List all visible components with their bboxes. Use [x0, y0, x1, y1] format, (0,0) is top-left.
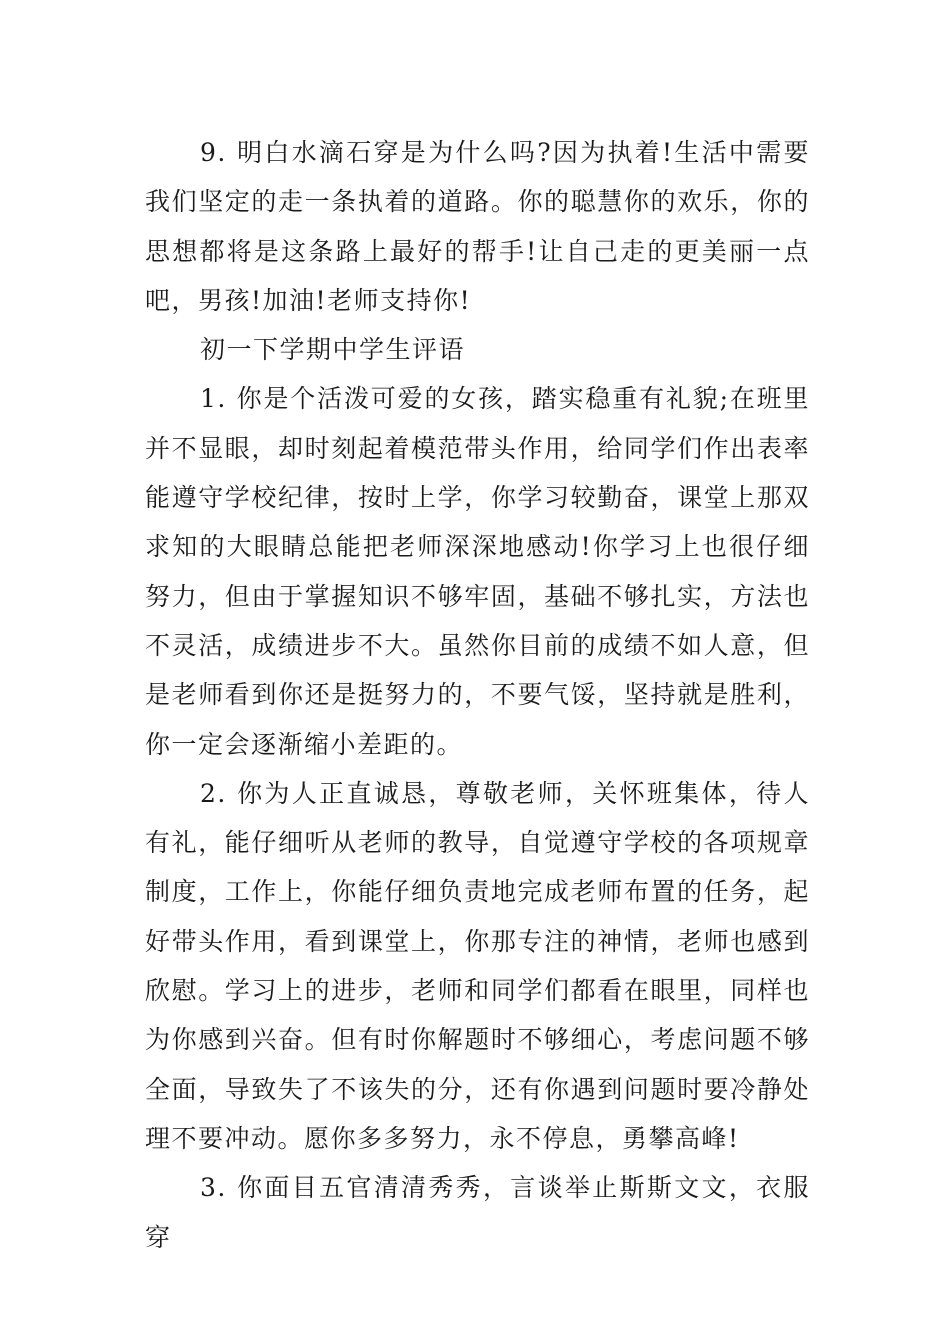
- paragraph-comment-1: 1. 你是个活泼可爱的女孩，踏实稳重有礼貌;在班里并不显眼，却时刻起着模范带头作用，给同学们作出表率能遵守学校纪律，按时上学，你学习较勤奋，课堂上那双求知的大眼睛总能把老师深深地感动!你学习上也很仔细努力，但由于掌握知识不够牢固，基础不够扎实，方法也不灵活，成绩进步不大。虽然你目前的成绩不如人意，但是老师看到你还是挺努力的，不要气馁，坚持就是胜利，你一定会逐渐缩小差距的。: [145, 384, 810, 759]
- section-heading: 初一下学期中学生评语: [200, 335, 466, 365]
- document-body: [145, 128, 810, 1262]
- paragraph-comment-9: 9. 明白水滴石穿是为什么吗?因为执着!生活中需要我们坚定的走一条执着的道路。你的聪慧你的欢乐，你的思想都将是这条路上最好的帮手!让自己走的更美丽一点吧，男孩!加油!老师支持你!: [145, 138, 810, 315]
- paragraph-comment-2: 2. 你为人正直诚恳，尊敬老师，关怀班集体，待人有礼，能仔细听从老师的教导，自觉遵守学校的各项规章制度，工作上，你能仔细负责地完成老师布置的任务，起好带头作用，看到课堂上，你那专注的神情，老师也感到欣慰。学习上的进步，老师和同学们都看在眼里，同样也为你感到兴奋。但有时你解题时不够细心，考虑问题不够全面，导致失了不该失的分，还有你遇到问题时要冷静处理不要冲动。愿你多多努力，永不停息，勇攀高峰!: [145, 778, 810, 1153]
- paragraph-comment-3: 3. 你面目五官清清秀秀，言谈举止斯斯文文，衣服穿: [145, 1173, 810, 1252]
